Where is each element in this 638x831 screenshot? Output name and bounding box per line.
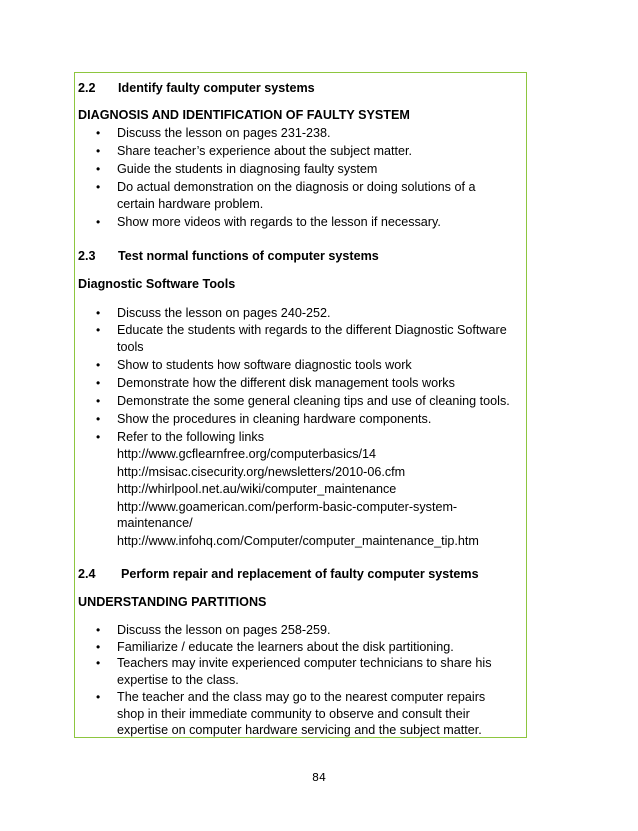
section-number: 2.4 (78, 567, 96, 581)
section-title: Identify faulty computer systems (118, 81, 315, 95)
link-text: http://msisac.cisecurity.org/newsletters/2010-06.cfm (117, 465, 406, 479)
list-item: Discuss the lesson on pages 258-259. (117, 623, 331, 637)
list-item: The teacher and the class may go to the nearest computer repairs (117, 690, 486, 704)
bullet-icon: • (96, 144, 101, 158)
list-item: Guide the students in diagnosing faulty system (117, 162, 378, 176)
bullet-icon: • (96, 394, 101, 408)
list-item: Share teacher’s experience about the subject matter. (117, 144, 412, 158)
list-item-continuation: shop in their immediate community to observe and consult their (117, 707, 470, 721)
list-item: Do actual demonstration on the diagnosis or doing solutions of a (117, 180, 476, 194)
link-text: http://www.infohq.com/Computer/computer_maintenance_tip.htm (117, 534, 479, 548)
bullet-icon: • (96, 215, 101, 229)
bullet-icon: • (96, 180, 101, 194)
link-text: http://www.goamerican.com/perform-basic-computer-system- (117, 500, 458, 514)
section-title: Perform repair and replacement of faulty computer systems (121, 567, 479, 581)
bullet-icon: • (96, 690, 101, 704)
list-item: Discuss the lesson on pages 231-238. (117, 126, 331, 140)
section-heading: UNDERSTANDING PARTITIONS (78, 595, 267, 609)
list-item: Refer to the following links (117, 430, 264, 444)
list-item: Discuss the lesson on pages 240-252. (117, 306, 331, 320)
list-item-continuation: certain hardware problem. (117, 197, 264, 211)
bullet-icon: • (96, 656, 101, 670)
bullet-icon: • (96, 323, 101, 337)
page-number: 84 (312, 771, 326, 784)
bullet-icon: • (96, 358, 101, 372)
bullet-icon: • (96, 306, 101, 320)
list-item-continuation: expertise on computer hardware servicing and the subject matter. (117, 723, 482, 737)
list-item: Show to students how software diagnostic tools work (117, 358, 412, 372)
list-item: Demonstrate the some general cleaning tips and use of cleaning tools. (117, 394, 510, 408)
section-title: Test normal functions of computer systems (118, 249, 379, 263)
list-item: Familiarize / educate the learners about the disk partitioning. (117, 640, 454, 654)
link-text: http://www.gcflearnfree.org/computerbasics/14 (117, 447, 376, 461)
list-item: Demonstrate how the different disk management tools works (117, 376, 455, 390)
bullet-icon: • (96, 376, 101, 390)
section-heading: DIAGNOSIS AND IDENTIFICATION OF FAULTY SYSTEM (78, 108, 410, 122)
section-heading: Diagnostic Software Tools (78, 277, 236, 291)
bullet-icon: • (96, 126, 101, 140)
bullet-icon: • (96, 640, 101, 654)
link-text: http://whirlpool.net.au/wiki/computer_maintenance (117, 482, 397, 496)
list-item: Teachers may invite experienced computer technicians to share his (117, 656, 492, 670)
bullet-icon: • (96, 412, 101, 426)
list-item-continuation: expertise to the class. (117, 673, 239, 687)
list-item: Show the procedures in cleaning hardware components. (117, 412, 432, 426)
section-number: 2.3 (78, 249, 96, 263)
section-number: 2.2 (78, 81, 96, 95)
list-item: Educate the students with regards to the different Diagnostic Software (117, 323, 507, 337)
link-text-continuation: maintenance/ (117, 516, 193, 530)
list-item: Show more videos with regards to the lesson if necessary. (117, 215, 441, 229)
bullet-icon: • (96, 162, 101, 176)
list-item-continuation: tools (117, 340, 144, 354)
bullet-icon: • (96, 430, 101, 444)
bullet-icon: • (96, 623, 101, 637)
